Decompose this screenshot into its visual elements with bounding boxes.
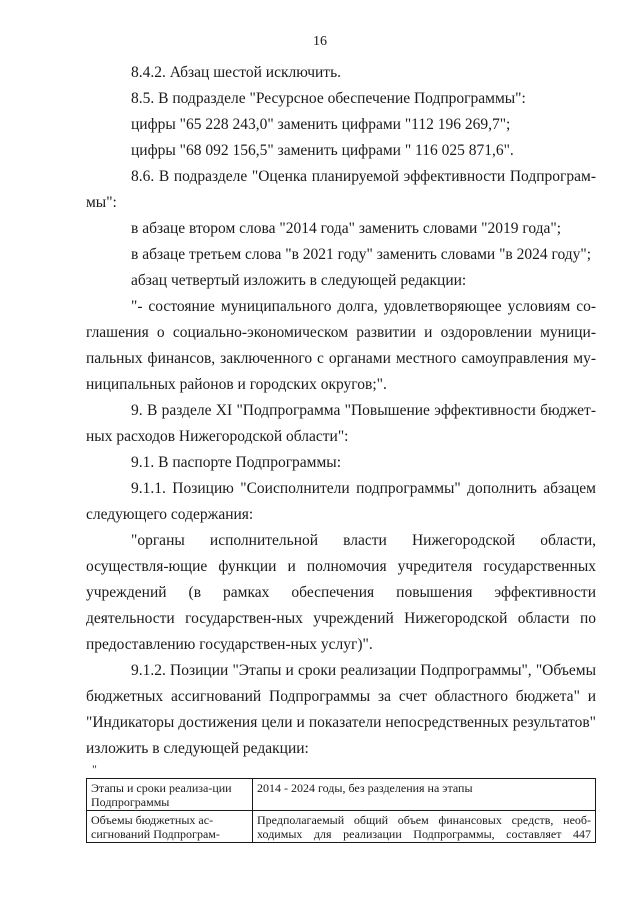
page-number: 16 [313, 34, 327, 49]
paragraph-abzac-third: в абзаце третьем слова "в 2021 году" заменить словами "в 2024 году"; [131, 246, 592, 263]
paragraph-quote-debt: "- состояние муниципального долга, удовлетворяющее условиям со-глашения о социально-экономическом развитии и оздоровлении муници-пальных финансов, заключенного с органами местного самоуправления му-ниципальных районов и городских округов;". [86, 298, 596, 393]
paragraph-abzac-fourth: абзац четвертый изложить в следующей редакции: [131, 272, 467, 289]
paragraph-8-4-2: 8.4.2. Абзац шестой исключить. [131, 64, 342, 81]
paragraph-9: 9. В разделе XI "Подпрограмма "Повышение эффективности бюджет-ных расходов Нижегородской области": [86, 402, 596, 445]
table-cell-label: Объемы бюджетных ас-сигнований Подпрограм- [87, 811, 253, 843]
paragraph-figures-2: цифры "68 092 156,5" заменить цифрами " 116 025 871,6". [131, 142, 514, 159]
paragraph-8-5: 8.5. В подразделе "Ресурсное обеспечение Подпрограммы": [131, 90, 526, 107]
table-cell-label: Этапы и сроки реализа-ции Подпрограммы [87, 779, 253, 811]
paragraph-9-1-1: 9.1.1. Позицию "Соисполнители подпрограммы" дополнить абзацем следующего содержания: [86, 480, 596, 523]
paragraph-quote-organs: "органы исполнительной власти Нижегородской области, осуществля-ющие функции и полномочия учредителя государственных учреждений (в рамках обеспечения повышения эффективности деятельности государствен-ных учреждений Нижегородской области по предоставлению государствен-ных услуг)". [86, 532, 596, 653]
table-row [87, 779, 596, 811]
paragraph-8-6: 8.6. В подразделе "Оценка планируемой эффективности Подпрограм-мы": [86, 168, 596, 211]
quote-open-mark: " [92, 762, 97, 776]
paragraph-9-1: 9.1. В паспорте Подпрограммы: [131, 454, 342, 471]
table-cell-value: Предполагаемый общий объем финансовых средств, необ-ходимых для реализации Подпрограммы, составляет 447 [253, 811, 596, 843]
paragraph-9-1-2: 9.1.2. Позиции "Этапы и сроки реализации Подпрограммы", "Объемы бюджетных ассигнований Подпрограммы за счет областного бюджета" и "Индикаторы достижения цели и показатели непосредственных результатов" изложить в следующей редакции: [86, 662, 596, 757]
table-cell-value: 2014 - 2024 годы, без разделения на этапы [253, 779, 596, 811]
paragraph-abzac-second: в абзаце втором слова "2014 года" заменить словами "2019 года"; [131, 220, 562, 237]
passport-table [86, 778, 596, 843]
paragraph-figures-1: цифры "65 228 243,0" заменить цифрами "112 196 269,7"; [131, 116, 511, 133]
document-body [86, 60, 596, 843]
table-row [87, 811, 596, 843]
